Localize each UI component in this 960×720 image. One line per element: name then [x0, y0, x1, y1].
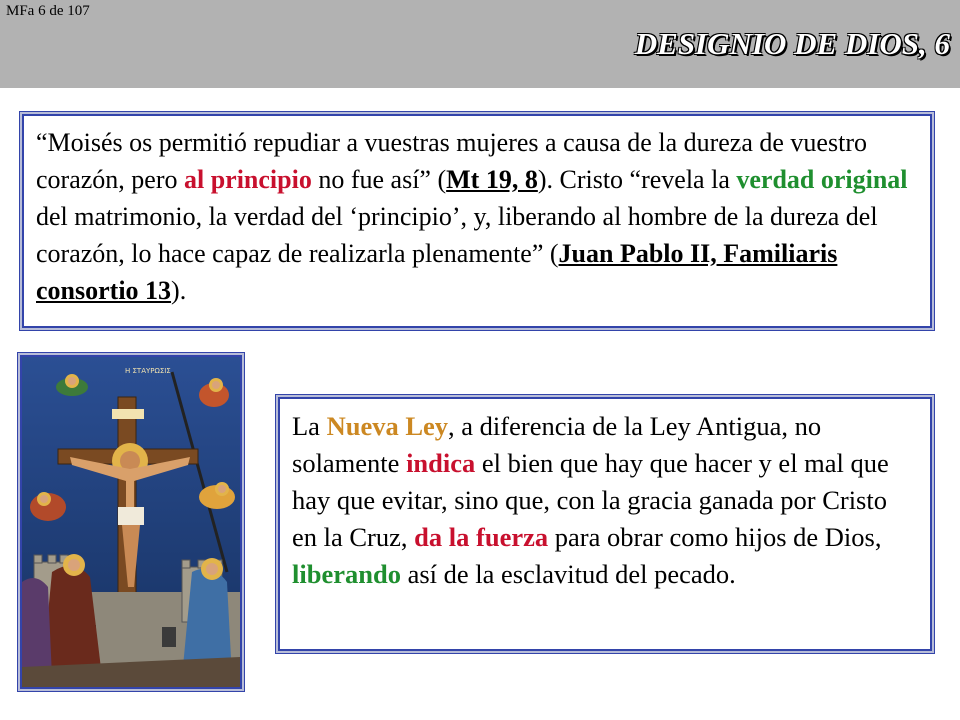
body-part-4: para obrar como hijos de Dios, [548, 522, 882, 552]
header-bar [0, 0, 960, 88]
highlight-al-principio: al principio [183, 165, 312, 194]
slide-number: MFa 6 de 107 [6, 3, 90, 19]
highlight-verdad-original: verdad original [736, 165, 908, 194]
body-box [278, 397, 932, 651]
highlight-indica: indica [406, 448, 476, 478]
quote-part-2: no fue así” ( [311, 165, 447, 194]
highlight-da-la-fuerza: da la fuerza [414, 522, 549, 552]
quote-part-4: del matrimonio, la verdad del ‘principio’, y, liberando al hombre de la dureza del corazón, lo hace capaz de realizarla plenamente” ( [36, 202, 878, 268]
reference-mt: Mt 19, 8 [446, 165, 538, 194]
icon-inscription: Η ΣΤΑΥΡΩΣΙΣ [125, 367, 171, 375]
body-part-1: La [292, 411, 327, 441]
crucifixion-icon [22, 357, 240, 687]
quote-box [22, 114, 932, 328]
reference-familiaris: Juan Pablo II, Familiaris consortio 13 [36, 239, 838, 305]
slide-title: DESIGNIO DE DIOS, 6 [634, 26, 950, 61]
quote-text [36, 124, 918, 309]
crucifixion-image [20, 355, 242, 689]
body-part-5: así de la esclavitud del pecado. [400, 559, 736, 589]
highlight-liberando: liberando [292, 559, 401, 589]
body-part-2: , a diferencia de la Ley Antigua, no solamente [292, 411, 822, 478]
body-text [292, 408, 918, 593]
quote-part-1: “Moisés os permitió repudiar a vuestras mujeres a causa de la dureza de vuestro corazón, pero [36, 128, 867, 194]
body-part-3: el bien que hay que hacer y el mal que hay que evitar, sino que, con la gracia ganada por Cristo en la Cruz, [292, 448, 889, 552]
quote-part-3: ). Cristo “revela la [537, 165, 737, 194]
quote-part-5: ). [171, 276, 187, 305]
highlight-nueva-ley: Nueva Ley [326, 411, 449, 441]
